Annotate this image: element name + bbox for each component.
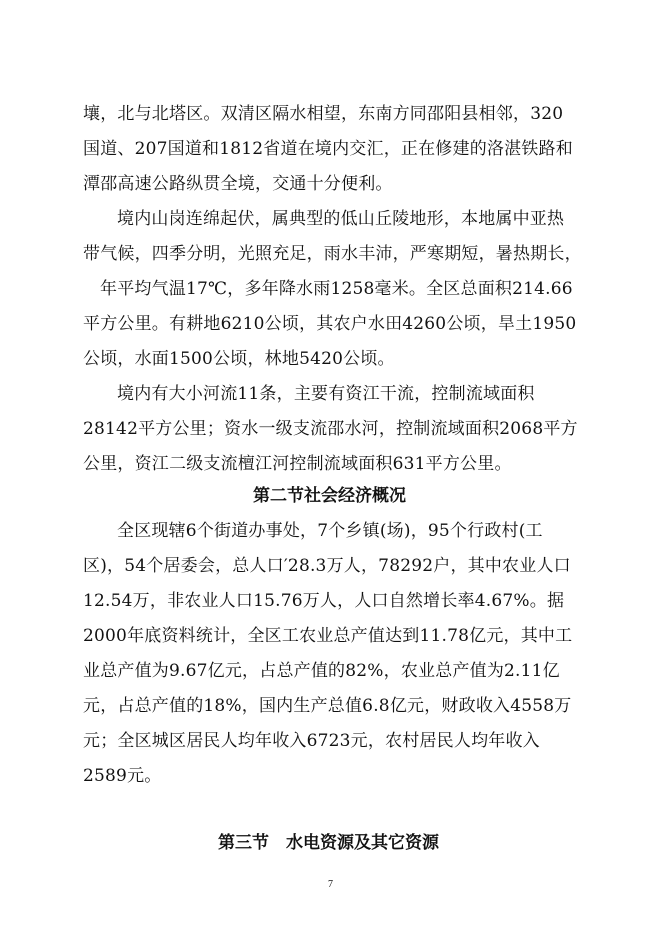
paragraph-1-line-2: 国道、207国道和1812省道在境内交汇，正在修建的洛湛铁路和 (83, 139, 573, 159)
paragraph-2-line-5: 公顷，水面1500公顷，林地5420公顷。 (83, 349, 395, 369)
section-3-heading: 第三节 水电资源及其它资源 (218, 833, 439, 853)
paragraph-2-line-4: 平方公里。有耕地6210公顷，其农户水田4260公顷，旱土1950 (83, 314, 577, 334)
paragraph-3-line-3: 公里，资江二级支流檀江河控制流域面积631平方公里。 (83, 454, 512, 474)
paragraph-1-line-3: 潭邵高速公路纵贯全境，交通十分便利。 (83, 174, 393, 194)
paragraph-3-line-1: 境内有大小河流11条，主要有资江干流，控制流域面积 (117, 384, 535, 404)
paragraph-4-line-1: 全区现辖6个街道办事处，7个乡镇(场)，95个行政村(工 (117, 521, 543, 541)
paragraph-2-line-2: 带气候，四季分明，光照充足，雨水丰沛，严寒期短，暑热期长， (83, 244, 582, 264)
paragraph-2-line-3: 年平均气温17℃，多年降水雨1258毫米。全区总面积214.66 (100, 279, 573, 299)
paragraph-2-line-1: 境内山岗连绵起伏，属典型的低山丘陵地形，本地属中亚热 (117, 209, 565, 229)
paragraph-3-line-2: 28142平方公里；资水一级支流邵水河，控制流域面积2068平方 (83, 419, 578, 439)
page-number: 7 (328, 879, 333, 890)
paragraph-4-line-6: 元，占总产值的18%，国内生产总值6.8亿元，财政收入4558万 (83, 696, 572, 716)
section-2-heading: 第二节社会经济概况 (253, 486, 406, 506)
paragraph-4-line-4: 2000年底资料统计，全区工农业总产值达到11.78亿元，其中工 (83, 626, 573, 646)
paragraph-4-line-7: 元；全区城区居民人均年收入6723元，农村居民人均年收入 (83, 731, 540, 751)
paragraph-4-line-2: 区)，54个居委会，总人口′28.3万人，78292户，其中农业人口 (83, 556, 571, 576)
paragraph-1-line-1: 壤，北与北塔区。双清区隔水相望，东南方同邵阳县相邻，320 (83, 104, 564, 124)
paragraph-4-line-5: 业总产值为9.67亿元，占总产值的82%，农业总产值为2.11亿 (83, 661, 560, 681)
paragraph-4-line-3: 12.54万，非农业人口15.76万人，人口自然增长率4.67%。据 (83, 591, 565, 611)
paragraph-4-line-8: 2589元。 (83, 766, 162, 786)
